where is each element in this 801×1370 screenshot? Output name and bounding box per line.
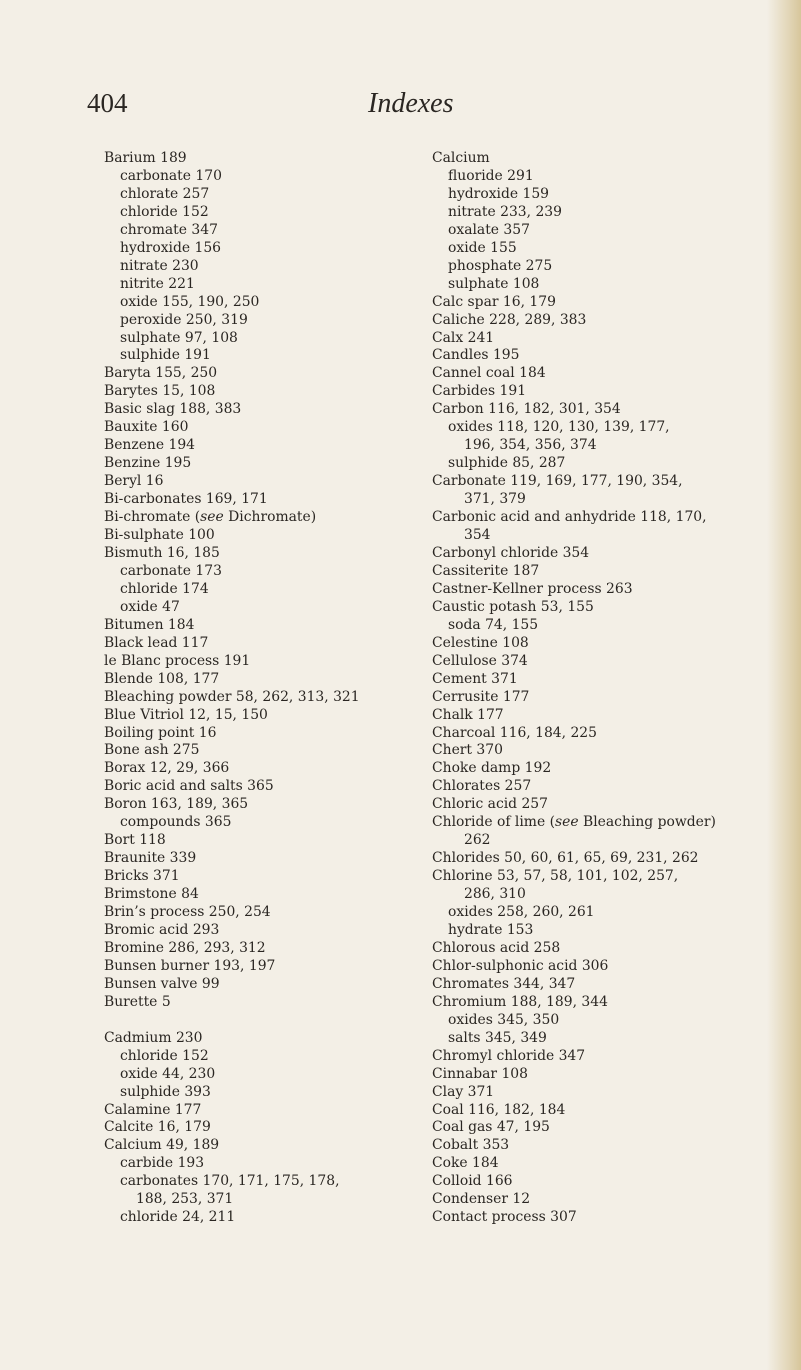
index-entry: Bromic acid 293 bbox=[104, 921, 220, 938]
index-entry: Blue Vitriol 12, 15, 150 bbox=[104, 706, 268, 723]
running-title: Indexes bbox=[368, 88, 454, 119]
index-entry: Carbon 116, 182, 301, 354 bbox=[432, 401, 621, 418]
index-entry: Candles 195 bbox=[432, 347, 520, 364]
index-subentry: sulphide 393 bbox=[120, 1083, 211, 1100]
index-entry: Cellulose 374 bbox=[432, 652, 528, 669]
page-number: 404 bbox=[87, 88, 128, 118]
index-entry: Baryta 155, 250 bbox=[104, 365, 218, 382]
index-entry: Benzene 194 bbox=[104, 437, 196, 454]
index-subentry: chlorate 257 bbox=[120, 185, 210, 202]
index-entry: Castner-Kellner process 263 bbox=[432, 580, 633, 597]
index-entry: Bitumen 184 bbox=[104, 616, 195, 633]
index-entry: Coal gas 47, 195 bbox=[432, 1119, 550, 1136]
index-subentry: oxides 258, 260, 261 bbox=[448, 904, 595, 921]
index-entry-continuation: 196, 354, 356, 374 bbox=[464, 437, 597, 454]
index-entry: Cadmium 230 bbox=[104, 1029, 203, 1046]
index-entry: Cobalt 353 bbox=[432, 1137, 510, 1154]
index-subentry: oxides 345, 350 bbox=[448, 1011, 560, 1028]
index-entry: Carbonic acid and anhydride 118, 170, bbox=[432, 509, 707, 526]
index-entry: Chlorous acid 258 bbox=[432, 939, 561, 956]
index-subentry: hydroxide 159 bbox=[448, 185, 550, 202]
index-entry: Bone ash 275 bbox=[104, 742, 200, 759]
index-subentry: oxide 44, 230 bbox=[120, 1065, 216, 1082]
index-entry: Calcite 16, 179 bbox=[104, 1119, 211, 1136]
index-subentry: nitrite 221 bbox=[120, 275, 195, 292]
index-entry: Barytes 15, 108 bbox=[104, 383, 216, 400]
index-entry: Caustic potash 53, 155 bbox=[432, 598, 594, 615]
index-subentry: chloride 24, 211 bbox=[120, 1209, 236, 1226]
index-entry: Cerrusite 177 bbox=[432, 688, 530, 705]
index-entry: Chlorine 53, 57, 58, 101, 102, 257, bbox=[432, 868, 679, 885]
index-subentry: sulphide 191 bbox=[120, 347, 211, 364]
index-entry: Choke damp 192 bbox=[432, 760, 552, 777]
index-entry: Cement 371 bbox=[432, 670, 518, 687]
index-entry: Barium 189 bbox=[104, 150, 187, 166]
index-entry: Chloric acid 257 bbox=[432, 796, 548, 813]
index-subentry: oxalate 357 bbox=[448, 221, 530, 238]
index-entry: Bromine 286, 293, 312 bbox=[104, 939, 266, 956]
index-entry: Bauxite 160 bbox=[104, 419, 189, 436]
index-entry: Carbonyl chloride 354 bbox=[432, 544, 590, 561]
index-subentry: chloride 152 bbox=[120, 203, 209, 220]
index-entry-continuation: 262 bbox=[464, 832, 491, 849]
index-entry: Cassiterite 187 bbox=[432, 562, 540, 579]
index-subentry: compounds 365 bbox=[120, 814, 232, 831]
index-entry: Cannel coal 184 bbox=[432, 365, 546, 382]
index-subentry: sulphate 97, 108 bbox=[120, 329, 238, 346]
index-entry: Bunsen burner 193, 197 bbox=[104, 957, 276, 974]
index-subentry: oxide 155, 190, 250 bbox=[120, 293, 260, 310]
index-entry: Calcium bbox=[432, 150, 490, 166]
index-entry: Chromyl chloride 347 bbox=[432, 1047, 586, 1064]
index-subentry: oxides 118, 120, 130, 139, 177, bbox=[448, 419, 670, 436]
index-column-left bbox=[104, 150, 434, 1227]
index-entry: Colloid 166 bbox=[432, 1173, 513, 1190]
index-entry: Bi-carbonates 169, 171 bbox=[104, 491, 268, 508]
index-entry: Basic slag 188, 383 bbox=[104, 401, 242, 418]
index-column-right bbox=[432, 150, 772, 1227]
index-subentry: chloride 152 bbox=[120, 1047, 209, 1064]
index-entry: Clay 371 bbox=[432, 1083, 495, 1100]
index-subentry: fluoride 291 bbox=[448, 167, 534, 184]
index-entry: Chromates 344, 347 bbox=[432, 975, 576, 992]
page-edge-shading bbox=[767, 0, 801, 1370]
index-entry: Carbonate 119, 169, 177, 190, 354, bbox=[432, 473, 683, 490]
index-entry: Contact process 307 bbox=[432, 1209, 577, 1226]
index-subentry: peroxide 250, 319 bbox=[120, 311, 248, 328]
index-subentry: phosphate 275 bbox=[448, 257, 553, 274]
index-entry: Charcoal 116, 184, 225 bbox=[432, 724, 597, 741]
index-subentry: hydrate 153 bbox=[448, 921, 534, 938]
index-entry: Chromium 188, 189, 344 bbox=[432, 993, 608, 1010]
index-entry: Bricks 371 bbox=[104, 868, 180, 885]
index-entry: Beryl 16 bbox=[104, 473, 164, 490]
index-subentry: carbonates 170, 171, 175, 178, bbox=[120, 1173, 340, 1190]
index-entry: Condenser 12 bbox=[432, 1191, 531, 1208]
index-entry: le Blanc process 191 bbox=[104, 652, 251, 669]
index-entry: Coke 184 bbox=[432, 1155, 499, 1172]
index-subentry: sulphide 85, 287 bbox=[448, 455, 566, 472]
index-subentry: chromate 347 bbox=[120, 221, 218, 238]
index-entry: Calcium 49, 189 bbox=[104, 1137, 220, 1154]
index-subentry: carbonate 170 bbox=[120, 167, 222, 184]
index-entry: Chalk 177 bbox=[432, 706, 504, 723]
index-entry: Borax 12, 29, 366 bbox=[104, 760, 230, 777]
index-entry: Calamine 177 bbox=[104, 1101, 202, 1118]
index-entry: Benzine 195 bbox=[104, 455, 192, 472]
index-entry: Braunite 339 bbox=[104, 850, 197, 867]
index-entry: Boron 163, 189, 365 bbox=[104, 796, 249, 813]
index-entry: Bismuth 16, 185 bbox=[104, 544, 220, 561]
index-entry: Bi-sulphate 100 bbox=[104, 527, 215, 544]
index-subentry: soda 74, 155 bbox=[448, 616, 539, 633]
index-entry: Celestine 108 bbox=[432, 634, 529, 651]
index-entry-continuation: 188, 253, 371 bbox=[136, 1191, 234, 1208]
index-entry: Chlorates 257 bbox=[432, 778, 532, 795]
index-entry: Boric acid and salts 365 bbox=[104, 778, 274, 795]
index-entry: Cinnabar 108 bbox=[432, 1065, 528, 1082]
index-entry: Bi-chromate (see Dichromate) bbox=[104, 509, 317, 526]
index-entry: Calc spar 16, 179 bbox=[432, 293, 556, 310]
index-entry-continuation: 286, 310 bbox=[464, 886, 526, 903]
index-subentry: carbonate 173 bbox=[120, 562, 222, 579]
index-entry: Coal 116, 182, 184 bbox=[432, 1101, 566, 1118]
index-entry: Calx 241 bbox=[432, 329, 495, 346]
index-subentry: nitrate 230 bbox=[120, 257, 199, 274]
index-entry: Burette 5 bbox=[104, 993, 171, 1010]
index-entry: Chlor-sulphonic acid 306 bbox=[432, 957, 609, 974]
index-entry: Chloride of lime (see Bleaching powder) bbox=[432, 814, 716, 831]
index-subentry: sulphate 108 bbox=[448, 275, 540, 292]
index-entry: Caliche 228, 289, 383 bbox=[432, 311, 587, 328]
index-entry: Brimstone 84 bbox=[104, 886, 199, 903]
index-entry-continuation: 371, 379 bbox=[464, 491, 526, 508]
index-subentry: chloride 174 bbox=[120, 580, 209, 597]
index-entry: Bunsen valve 99 bbox=[104, 975, 220, 992]
index-entry: Chert 370 bbox=[432, 742, 503, 759]
index-entry: Bleaching powder 58, 262, 313, 321 bbox=[104, 688, 360, 705]
index-subentry: hydroxide 156 bbox=[120, 239, 222, 256]
page-header bbox=[0, 88, 801, 128]
index-entry: Chlorides 50, 60, 61, 65, 69, 231, 262 bbox=[432, 850, 699, 867]
index-subentry: carbide 193 bbox=[120, 1155, 205, 1172]
section-gap bbox=[104, 1012, 434, 1030]
index-entry: Black lead 117 bbox=[104, 634, 209, 651]
index-entry: Blende 108, 177 bbox=[104, 670, 220, 687]
index-entry: Bort 118 bbox=[104, 832, 166, 849]
index-subentry: oxide 155 bbox=[448, 239, 517, 256]
index-entry: Boiling point 16 bbox=[104, 724, 217, 741]
index-subentry: oxide 47 bbox=[120, 598, 180, 615]
index-entry: Brin’s process 250, 254 bbox=[104, 904, 271, 921]
index-entry: Carbides 191 bbox=[432, 383, 527, 400]
index-subentry: salts 345, 349 bbox=[448, 1029, 547, 1046]
index-subentry: nitrate 233, 239 bbox=[448, 203, 562, 220]
index-entry-continuation: 354 bbox=[464, 527, 491, 544]
